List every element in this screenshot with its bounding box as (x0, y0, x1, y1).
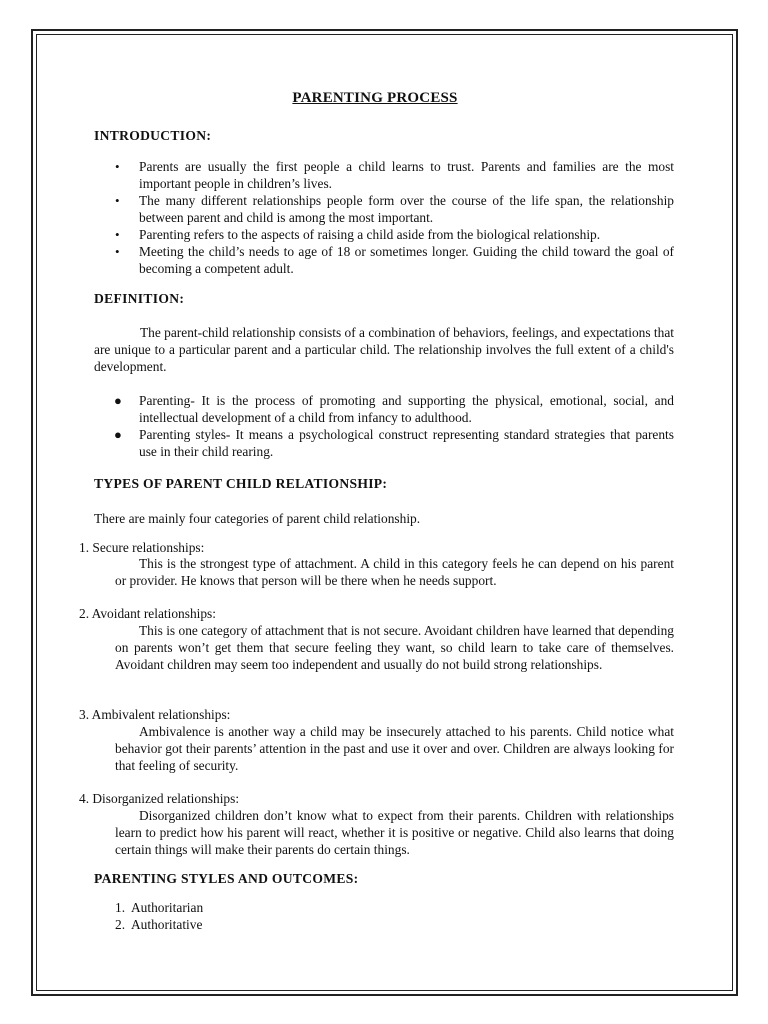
document-title: PARENTING PROCESS (292, 90, 458, 106)
definition-bullet-list (94, 392, 674, 460)
definition-bullet: ● Parenting- It is the process of promoting and supporting the physical, emotional, social, and intellectual development of a child from infancy to adulthood. (94, 392, 674, 426)
introduction-bullet: • The many different relationships people form over the course of the life span, the relationship between parent and child is among the most important. (94, 192, 674, 226)
relationship-type-title: 4. Disorganized relationships: (79, 791, 240, 806)
relationship-type-title: 2. Avoidant relationships: (79, 606, 216, 621)
definition-heading: DEFINITION: (94, 291, 185, 306)
relationship-type-description: This is the strongest type of attachment. A child in this category feels he can depend on his parent or provider. He knows that person will be there when he needs support. (115, 556, 674, 588)
styles-heading: PARENTING STYLES AND OUTCOMES: (94, 871, 359, 886)
introduction-bullet: • Parents are usually the first people a child learns to trust. Parents and families are the most important people in children’s lives. (94, 158, 674, 192)
introduction-bullet-list (94, 158, 674, 277)
types-heading: TYPES OF PARENT CHILD RELATIONSHIP: (94, 476, 388, 491)
definition-paragraph: The parent-child relationship consists of a combination of behaviors, feelings, and expectations that are unique to a particular parent and a particular child. The relationship involves the full extent of a child's development. (94, 325, 674, 374)
relationship-type-title: 1. Secure relationships: (79, 540, 205, 555)
style-item: 1. Authoritarian (115, 900, 204, 915)
relationship-type-title: 3. Ambivalent relationships: (79, 707, 231, 722)
relationship-type-description: Ambivalence is another way a child may be insecurely attached to his parents. Child notice what behavior got their parents’ attention in the past and use it over and over. Children are always looking for that feeling of security. (115, 724, 674, 773)
introduction-bullet: • Parenting refers to the aspects of raising a child aside from the biological relationship. (94, 226, 674, 243)
relationship-type-description: Disorganized children don’t know what to expect from their parents. Children with relationships learn to predict how his parent will react, whether it is positive or negative. Child also learns that doing certain things will make their parents do certain things. (115, 808, 674, 857)
style-item: 2. Authoritative (115, 917, 203, 932)
relationship-type-description: This is one category of attachment that is not secure. Avoidant children have learned that depending on parents won’t get them that secure feeling they want, so child learn to take care of themselves. Avoidant children may seem too independent and usually do not build strong relationships. (115, 623, 674, 672)
types-intro: There are mainly four categories of parent child relationship. (94, 511, 421, 526)
introduction-heading: INTRODUCTION: (94, 128, 212, 143)
styles-list (115, 899, 203, 933)
introduction-bullet: • Meeting the child’s needs to age of 18 or sometimes longer. Guiding the child toward the goal of becoming a competent adult. (94, 243, 674, 277)
definition-bullet: ● Parenting styles- It means a psychological construct representing standard strategies that parents use in their child rearing. (94, 426, 674, 460)
